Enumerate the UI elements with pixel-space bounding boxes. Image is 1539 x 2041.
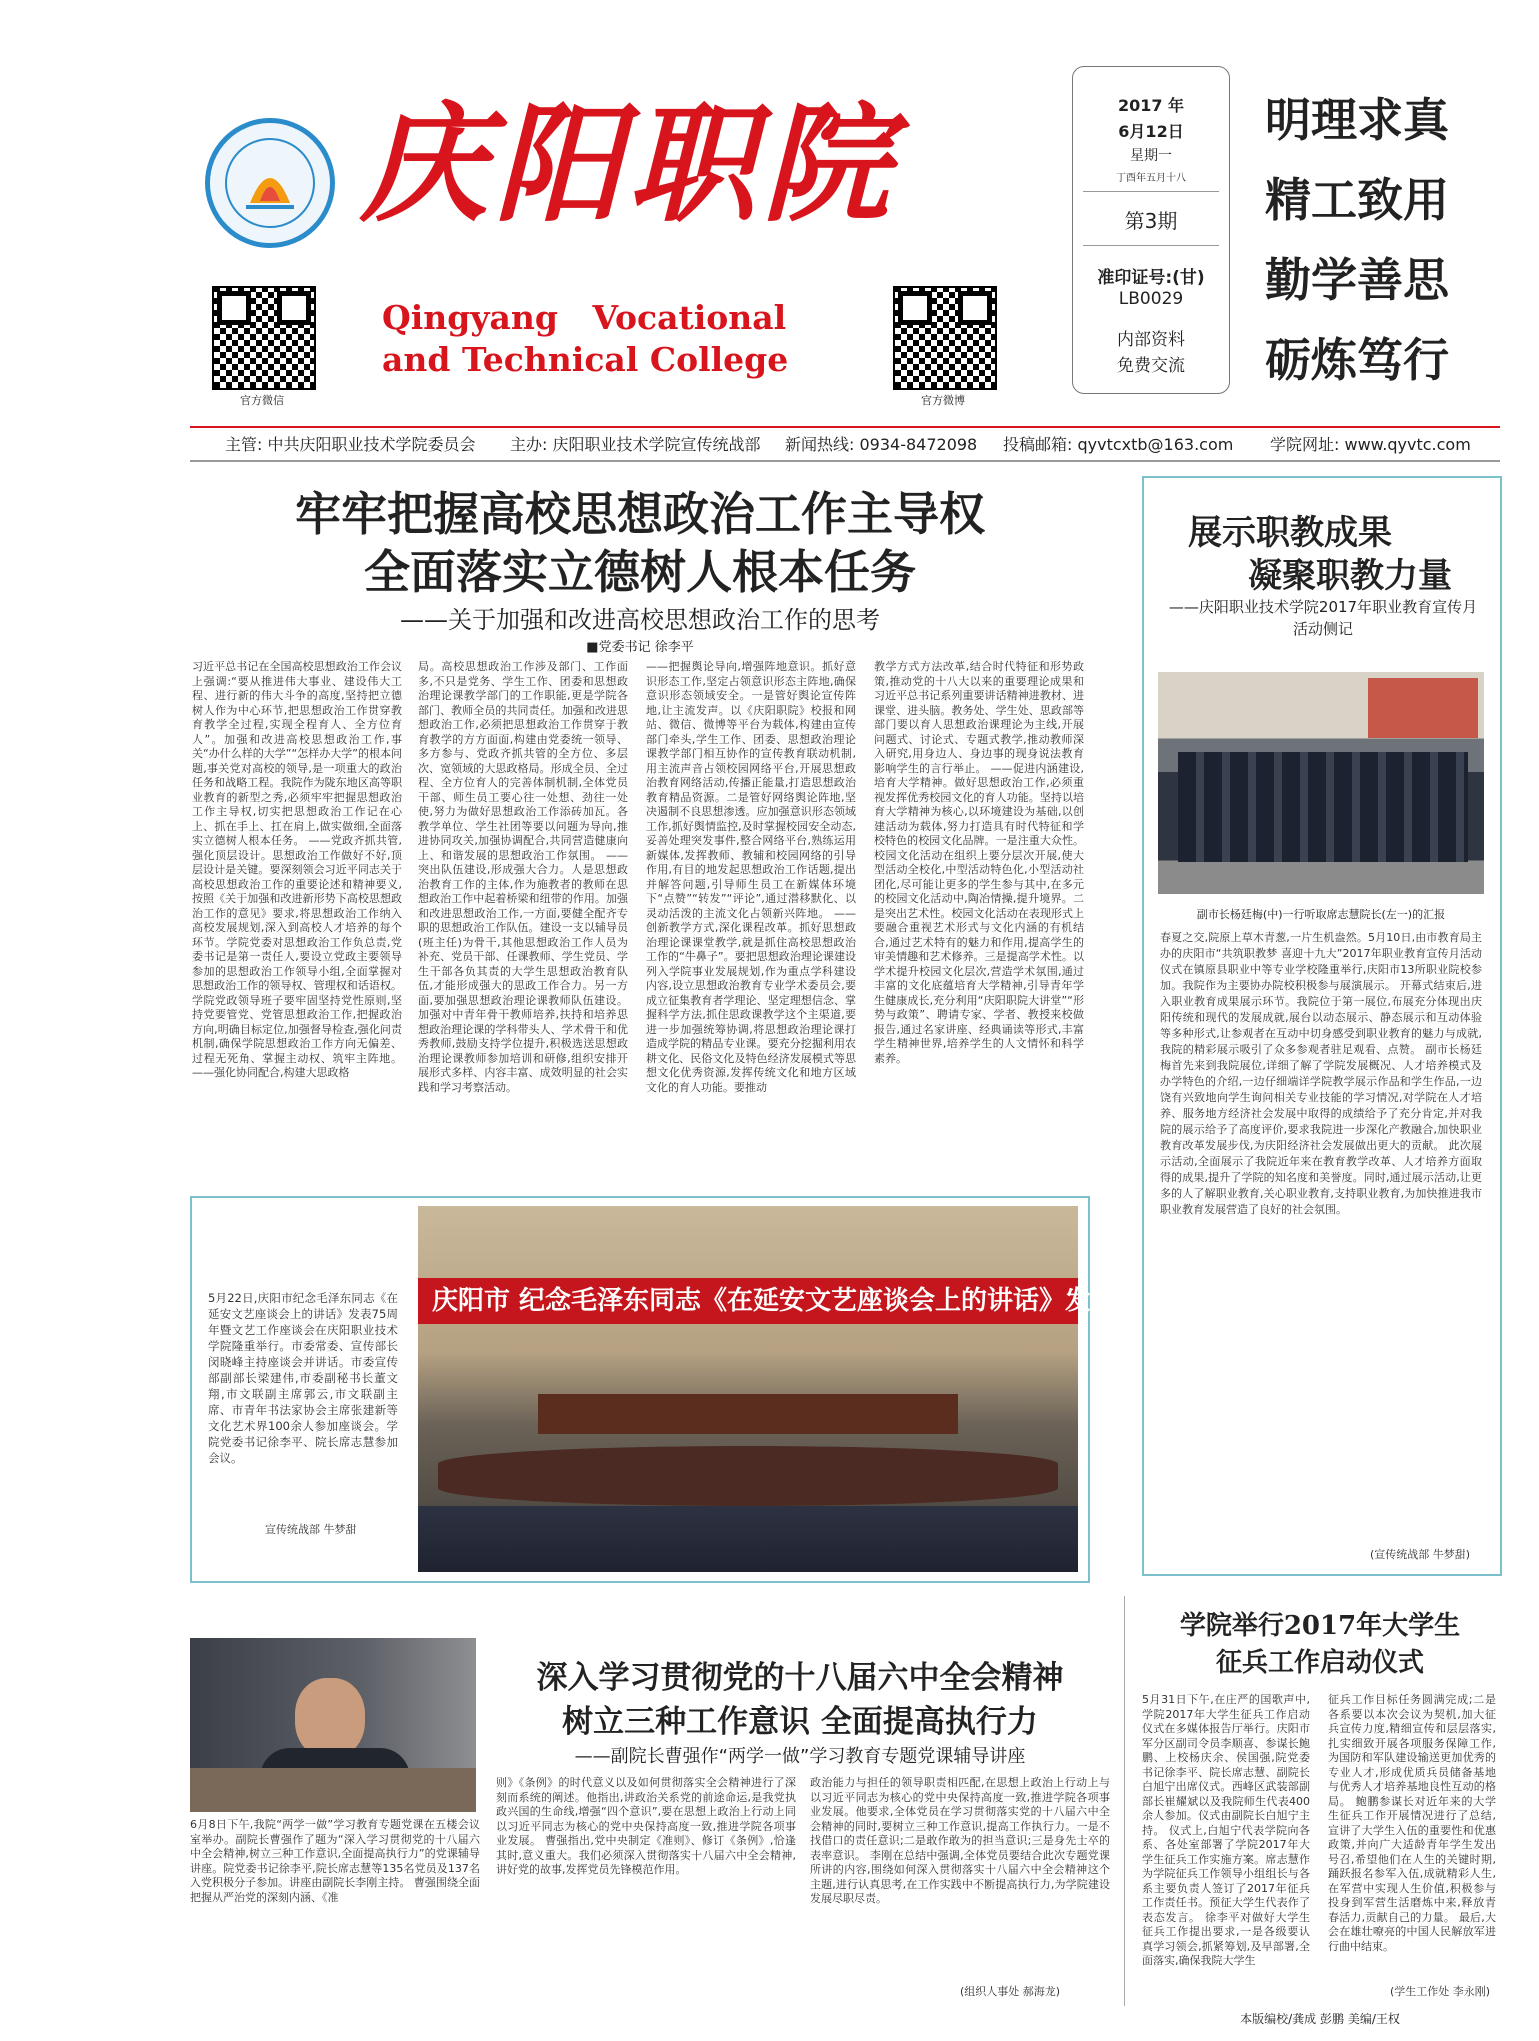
college-logo	[205, 118, 335, 248]
infobar	[225, 432, 1505, 456]
infobar-host: 主办: 庆阳职业技术学院宣传统战部	[510, 435, 761, 454]
lead-headline-2: 全面落实立德树人根本任务	[364, 545, 916, 599]
infobar-email: 投稿邮箱: qyvtcxtb@163.com	[1003, 435, 1234, 454]
weekday: 星期一	[1130, 148, 1172, 164]
lead-column-1: 习近平总书记在全国高校思想政治工作会议上强调:“要从推进伟大事业、建设伟大工程、进行新的伟大斗争的高度,坚持把立德树人作为中心环节,把思想政治工作贯穿教育教学全过程,实现全程育人、全方位育人”。加强和改进高校思想政治工作,事关“办什么样的大学”“怎样办大学”的根本问题,事关党对高校的领导,是一项重大的政治任务和战略工程。我院作为陇东地区高等职业教育的新型之秀,必须牢牢把握思想政治工作主导权,切实把思想政治工作记在心上、抓在手上、扛在肩上,做实做细,全面落实立德树人根本任务。 ——党政齐抓共管,强化顶层设计。思想政治工作做好不好,顶层设计是关键。要深刻领会习近平同志关于高校思想政治工作的重要论述和精神要义,按照《关于加强和改进新形势下高校思想政治工作的意见》要求,将思想政治工作纳入高校发展规划,深入到高校人才培养的每个环节。学院党委对思想政治工作负总责,党委书记是第一责任人,要设立党政主要领导参加的思想政治工作领导小组,全面掌握对思想政治工作的领导权、管理权和话语权。学院党政领导班子要牢固坚持党性原则,坚持党要管党、党管思想政治工作,把握政治方向,明确目标定位,加强督导检查,强化问责机制,确保学院思想政治工作方向无偏差、过程无死角、掌握主动权、筑牢主阵地。 ——强化协同配合,构建大思政格	[192, 660, 402, 1079]
issue-number: 第3期	[1124, 209, 1178, 233]
infobar-bottom-rule	[190, 460, 1500, 462]
qr-right-label: 官方微博	[921, 394, 965, 407]
motto-block	[1265, 84, 1495, 404]
lead-column-2: 局。高校思想政治工作涉及部门、工作面多,不只是党务、学生工作、团委和思想政治理论课教学部门的工作职能,更是学院各部门、教师全员的共同责任。加强和改进思想政治工作,必须把思想政治工作贯穿于教育教学的方方面面,构建由党委统一领导、多方参与、党政齐抓共管的全方位、多层次、宽领域的大思政格局。形成全员、全过程、全方位育人的完善体制机制,全体党员干部、师生员工要心往一处想、劲往一处使,努力为做好思想政治工作添砖加瓦。各教学单位、学生社团等要以问题为导向,推进协同攻关,加强协调配合,共同营造健康向上、和谐发展的思想政治工作氛围。 ——突出队伍建设,形成强大合力。人是思想政治教育工作的主体,作为施教者的教师在思想政治工作中起着桥梁和纽带的作用。加强和改进思想政治工作,一方面,要健全配齐专职的思想政治工作队伍。建设一支以辅导员(班主任)为骨干,其他思想政治工作人员为补充、党员干部、任课教师、学生党员、学生干部各负其责的大学生思想政治教育队伍,才能形成强大的思政工作合力。另一方面,要加强思想政治理论课教师队伍建设。加强对中青年骨干教师培养,扶持和培养思想政治理论课的学科带头人、学术骨干和优秀教师,鼓励支持学位提升,积极选送思想政治理论课教师参加培训和研修,组织安排开展形式多样、内容丰富、成效明显的社会实践和学习考察活动。	[418, 660, 628, 1094]
lead-column-4: 教学方式方法改革,结合时代特征和形势政策,推动党的十八大以来的重要理论成果和习近平总书记系列重要讲话精神进教材、进课堂、进头脑。教务处、学生处、思政部等部门要以育人思想政治课理论为主线,开展问题式、讨论式、专题式教学,推动教师深入研究,用身边人、身边事的现身说法教育影响学生的言行举止。 ——促进内涵建设,培育大学精神。做好思想政治工作,必须重视发挥优秀校园文化的育人功能。坚持以培育大学精神为核心,以环境建设为基础,以创建活动为载体,努力打造具有时代特征和学校特色的校园文化品牌。一是注重大众性。校园文化活动在组织上要分层次开展,使大型活动全校化,中型活动特色化,小型活动社团化,尽可能让更多的学生参与其中,在多元的校园文化活动中,陶冶情操,提升境界。二是突出艺术性。校园文化活动在表现形式上要融合重视艺术形式与文化内涵的有机结合,通过艺术特有的魅力和作用,提高学生的审美情趣和艺术修养。三是提高学术性。以学术提升校园文化层次,营造学术氛围,通过丰富的文化底蕴培育大学精神,引导青年学生健康成长,充分利用“庆阳职院大讲堂”“形势与政策”、聘请专家、学者、教授来校做报告,通过名家讲座、经典诵读等形式,丰富学生精神世界,培养学生的人文情怀和科学素养。	[874, 660, 1084, 1065]
third-column-2: 征兵工作目标任务圆满完成;二是各系要以本次会议为契机,加大征兵宣传力度,精细宣传和层层落实,扎实细致开展各项服务保障工作,为国防和军队建设输送更加优秀的专业人才,形成优质兵员储备基地与优秀人才培养基地良性互动的格局。 鲍鹏参谋长对近年来的大学生征兵工作开展情况进行了总结,宣讲了大学生入伍的重要性和优惠政策,并向广大适龄青年学生发出号召,希望他们在人生的关键时期,踊跃报名参军入伍,成就精彩人生,在军营中实现人生价值,积极参与投身到军营生活磨炼中来,释放青春活力,贡献自己的力量。 最后,大会在雄壮嘹亮的中国人民解放军进行曲中结束。	[1328, 1693, 1496, 1953]
lecture-caption: 6月8日下午,我院“两学一做”学习教育专题党课在五楼会议室举办。副院长曹强作了题为“深入学习贯彻党的十八届六中全会精神,树立三种工作意识,全面提高执行力”的党课辅导讲座。院党委书记徐李平,院长席志慧等135名党员及137名入党积极分子参加。讲座由副院长李刚主持。 曹强围绕全面把握从严治党的深刻内涵、《准	[190, 1818, 480, 1904]
infobar-top-rule	[190, 426, 1500, 428]
side-story-credit: (宣传统战部 牛梦甜)	[1370, 1548, 1471, 1561]
third-headline-1: 学院举行2017年大学生	[1179, 1611, 1461, 1641]
side-headline-1: 展示职教成果	[1188, 513, 1392, 553]
meeting-banner: 庆阳市 纪念毛泽东同志《在延安文艺座谈会上的讲话》发表75周年暨文艺工作座谈会	[418, 1278, 1078, 1324]
third-column-1: 5月31日下午,在庄严的国歌声中,学院2017年大学生征兵工作启动仪式在多媒体报告厅举行。庆阳市军分区副司令员李顺喜、参谋长鲍鹏、上校杨庆余、侯国强,院党委书记徐李平、院长席志慧、副院长白旭宁出席仪式。西峰区武装部副部长崔耀斌以及我院师生代表400余人参加。仪式由副院长白旭宁主持。 仪式上,白旭宁代表学院向各系、各处室部署了学院2017年大学生征兵工作实施方案。席志慧作为学院征兵工作领导小组组长与各系主要负责人签订了2017年征兵工作责任书。预征大学生代表作了表态发言。 徐李平对做好大学生征兵工作提出要求,一是各级要认真学习领会,抓紧筹划,及早部署,全面落实,确保我院大学生	[1142, 1693, 1310, 1967]
side-subhead: ——庆阳职业技术学院2017年职业教育宣传月活动侧记	[1168, 598, 1478, 638]
side-photo-caption: 副市长杨廷梅(中)一行听取席志慧院长(左一)的汇报	[1196, 908, 1446, 921]
motto-2: 精工致用	[1265, 173, 1449, 227]
second-headline-2: 树立三种工作意识 全面提高执行力	[562, 1704, 1038, 1740]
infobar-hotline: 新闻热线: 0934-8472098	[785, 435, 978, 454]
qr-left-label: 官方微信	[240, 394, 284, 407]
official-weibo-qr-icon	[893, 286, 997, 390]
meeting-photo	[418, 1206, 1414, 1572]
internal-line-2: 免费交流	[1117, 356, 1185, 376]
motto-4: 砺炼笃行	[1265, 333, 1449, 387]
lead-byline: ■党委书记 徐李平	[586, 640, 694, 655]
permit-line-2: LB0029	[1118, 289, 1184, 309]
masthead-title-en-2: and Technical College	[382, 340, 789, 379]
lecture-photo	[190, 1638, 476, 1812]
vertical-divider	[1124, 1596, 1125, 2006]
infobar-sponsor: 主管: 中共庆阳职业技术学院委员会	[225, 435, 476, 454]
meeting-caption	[208, 1290, 398, 1490]
second-headline-1: 深入学习贯彻党的十八届六中全会精神	[536, 1660, 1064, 1696]
third-credit: (学生工作处 李永刚)	[1390, 1985, 1491, 1998]
masthead-title-en-1: Qingyang Vocational	[382, 298, 787, 337]
permit-line-1: 准印证号:(甘)	[1097, 268, 1205, 288]
second-column-1: 则》《条例》的时代意义以及如何贯彻落实全会精神进行了深刻而系统的阐述。他指出,讲政治关系党的前途命运,是我党执政兴国的生命线,增强“四个意识”,要在思想上政治上行动上同以习近平同志为核心的党中央保持高度一致,推进学院各项事业发展。 曹强指出,党中央制定《准则》、修订《条例》,恰逢其时,意义重大。我们必须深入贯彻落实十八届六中全会精神,讲好党的故事,发挥党员先锋模范作用。	[496, 1776, 796, 1876]
second-column-2: 政治能力与担任的领导职责相匹配,在思想上政治上行动上与以习近平同志为核心的党中央保持高度一致,推进学院各项事业发展。他要求,全体党员在学习贯彻落实党的十八届六中全会精神的同时,要树立三种工作意识,提高工作执行力。一是不找借口的责任意识;二是敢作敢为的担当意识;三是身先士卒的表率意识。 李刚在总结中强调,全体党员要结合此次专题党课所讲的内容,围绕如何深入贯彻落实十八届六中全会精神这个主题,进行认真思考,在工作实践中不断提高执行力,为学院建设发展尽职尽责。	[810, 1776, 1110, 1905]
issue-info-box	[1072, 66, 1230, 394]
internal-line-1: 内部资料	[1117, 330, 1185, 350]
second-credit: (组织人事处 郝海龙)	[960, 1985, 1061, 1998]
lunar-date: 丁酉年五月十八	[1116, 173, 1186, 184]
masthead-title: 庆阳职院	[360, 90, 897, 240]
meeting-credit: 宣传统战部 牛梦甜	[265, 1523, 357, 1536]
date-year: 2017 年	[1117, 96, 1185, 115]
date-day: 6月12日	[1118, 122, 1184, 141]
lead-subhead: ——关于加强和改进高校思想政治工作的思考	[400, 606, 880, 634]
side-story-photo	[1158, 672, 1484, 894]
lead-headline-1: 牢牢把握高校思想政治工作主导权	[295, 487, 985, 541]
second-subhead: ——副院长曹强作“两学一做”学习教育专题党课辅导讲座	[574, 1746, 1026, 1767]
logo-emblem-icon	[210, 123, 330, 243]
lead-column-3: ——把握舆论导向,增强阵地意识。抓好意识形态工作,坚定占领意识形态主阵地,确保意识形态领域安全。一是管好舆论宣传阵地,让主流发声。以《庆阳职院》校报和网站、微信、微博等平台为载体,构建由宣传部门牵头,学生工作、团委、思想政治理论课教学部门相互协作的宣传教育联动机制,用主流声音占领校园网络平台,开展思想政治教育网络活动,传播正能量,打造思想政治教育精品资源。二是管好网络舆论阵地,坚决遏制不良思想渗透。应加强意识形态领域工作,抓好舆情监控,及时掌握校园安全动态,妥善处理突发事件,整合网络平台,熟练运用新媒体,发挥教师、教辅和校园网络的引导作用,有目的地发起思想政治工作话题,提出并解答问题,引导师生员工在新媒体环境下“点赞”“转发”“评论”,通过潜移默化、以灵动活泼的主流文化占领新兴阵地。 ——创新教学方式,深化课程改革。抓好思想政治理论课课堂教学,就是抓住高校思想政治工作的“牛鼻子”。要把思想政治理论课建设列入学院事业发展规划,作为重点学科建设内容,设立思想政治教育专业学术委员会,要成立征集教育者学理论、坚定理想信念、掌握科学方法,抓住思政课教学这个主渠道,要进一步加强统筹协调,将思想政治理论课打造成学院的精品专业课。要充分挖掘利用农耕文化、民俗文化及特色经济发展模式等思想文化优秀资源,发挥传统文化和地方区域文化的育人功能。要推动	[646, 660, 856, 1094]
third-headline-2: 征兵工作启动仪式	[1215, 1648, 1424, 1678]
side-story-body: 春夏之交,院原上草木青葱,一片生机盎然。5月10日,由市教育局主办的庆阳市“共筑职教梦 喜迎十九大”2017年职业教育宣传月活动仪式在镇原县职业中等专业学校隆重举行,庆阳市13所职业院校参加。我院作为主要协办院校积极参与展演展示。 开幕式结束后,进入职业教育成果展示环节。我院位于第一展位,布展充分体现出庆阳传统和现代的发展成就,展台以动态展示、静态展示和互动体验等多种形式,让参观者在互动中切身感受到职业教育的魅力与成就,我院的精彩展示吸引了众多参观者驻足观看、点赞。 副市长杨廷梅首先来到我院展位,详细了解了学院发展概况、人才培养模式及办学特色的介绍,一边仔细端详学院教学展示作品和学生作品,一边饶有兴致地向学生询问相关专业技能的学习情况,对学院在人才培养、服务地方经济社会发展中取得的成绩给予了充分肯定,并对我院的展示给予了高度评价,要求我院进一步深化产教融合,加快职业教育改革发展步伐,为庆阳经济社会发展做出更大的贡献。 此次展示活动,全面展示了我院近年来在教育教学改革、人才培养方面取得的成果,提升了学院的知名度和美誉度。同时,通过展示活动,让更多的人了解职业教育,关心职业教育,支持职业教育,为加快推进我市职业教育发展营造了良好的社会氛围。	[1160, 931, 1482, 1216]
infobar-website: 学院网址: www.qyvtc.com	[1270, 435, 1471, 454]
footer-editors: 本版编校/龚成 彭鹏 美编/王权	[1240, 2012, 1400, 2026]
motto-3: 勤学善思	[1265, 253, 1449, 307]
official-wechat-qr-icon	[212, 286, 316, 390]
meeting-caption-text: 5月22日,庆阳市纪念毛泽东同志《在延安文艺座谈会上的讲话》发表75周年暨文艺工作座谈会在庆阳职业技术学院隆重举行。市委常委、宣传部长闵晓峰主持座谈会并讲话。市委宣传部副部长梁建伟,市委副秘书长董文翔,市文联副主席郭云,市文联副主席、市青年书法家协会主席张建新等文化艺术界100余人参加座谈会。学院党委书记徐李平、院长席志慧参加会议。	[208, 1291, 398, 1465]
motto-1: 明理求真	[1265, 93, 1449, 147]
side-headline-2: 凝聚职教力量	[1248, 556, 1452, 596]
